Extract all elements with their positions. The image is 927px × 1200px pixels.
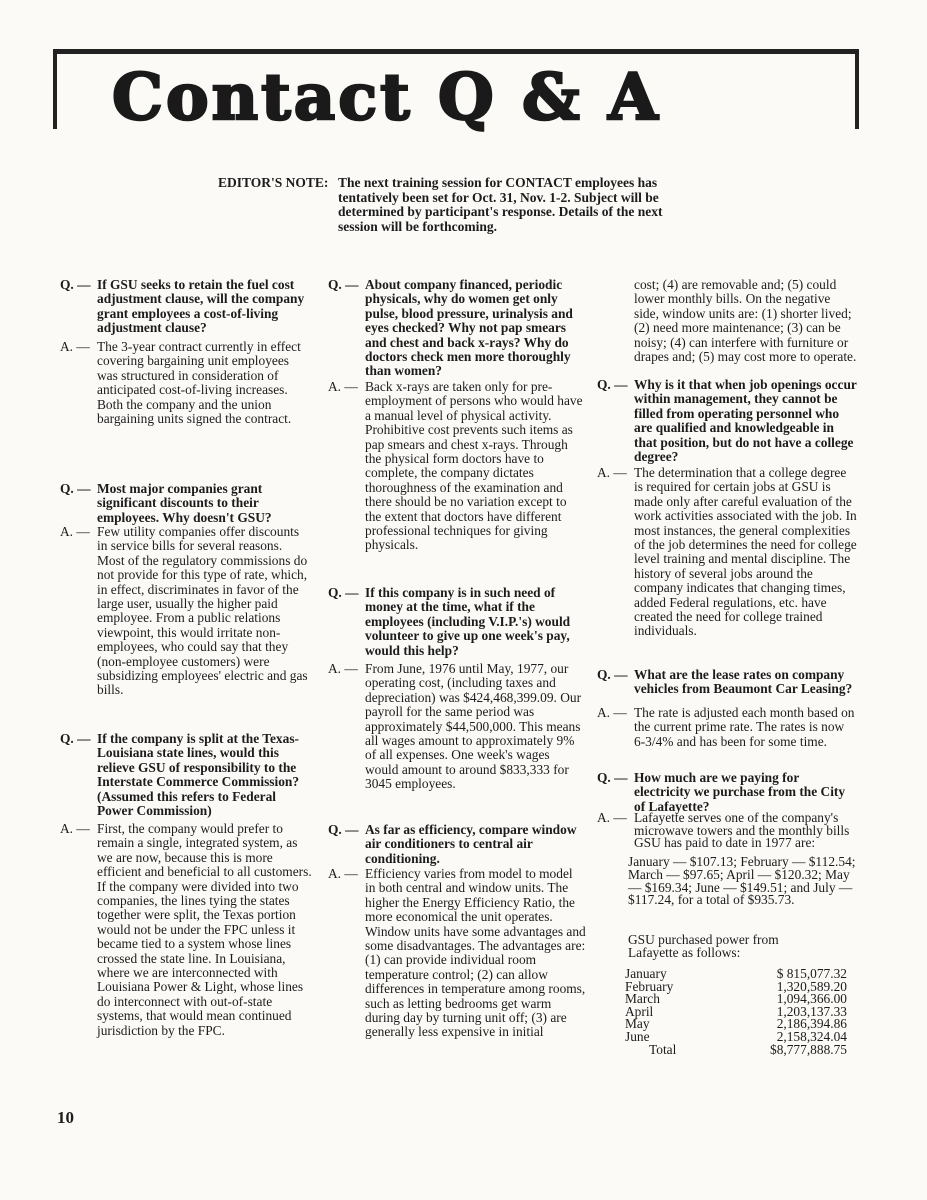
lafayette-monthly-bills: January — $107.13; February — $112.54; March — $97.65; April — $120.32; May — $169.34; June — $149.51; and July — $117.24, for a total of $935.73. — [628, 854, 856, 908]
answer-8: A. — The rate is adjusted each month based on the current prime rate. The rates is now 6-3/4% and has been for some time. — [597, 705, 855, 749]
editors-note-label: EDITOR'S NOTE: — [218, 175, 329, 190]
question-4: Q. — About company financed, periodic physicals, why do women get only pulse, blood pressure, urinalysis and eyes checked? Why not pap smears and chest and back x-rays? Why do doctors check men more thoroughly than women? — [328, 277, 573, 379]
lafayette-power-table — [625, 968, 847, 1056]
question-9: Q. — How much are we paying for electricity we purchase from the City of Lafayette? — [597, 770, 846, 814]
question-1: Q. — If GSU seeks to retain the fuel cost adjustment clause, will the company grant employees a cost-of-living adjustment clause? — [60, 277, 305, 336]
table-total-row: Total $8,777,888.75 — [649, 1041, 847, 1057]
question-2: Q. — Most major companies grant significant discounts to their employees. Why doesn't GSU? — [60, 481, 272, 525]
answer-3: A. — First, the company would prefer to remain a single, integrated system, as we are now, because this is more efficient and beneficial to all customers. If the company were divided into two companies, the lines tying the states together were split, the Texas portion would not be under the FPC unless it became tied to a system whose lines crossed the state line. In Louisiana, where we are interconnected with Louisiana Power & Light, whose lines do interconnect with out-of-state systems, that would mean continued jurisdiction by the FPC. — [60, 821, 312, 1038]
table-row: June 2,158,324.04 — [625, 1028, 847, 1044]
title-frame-left — [53, 49, 57, 129]
answer-4: A. — Back x-rays are taken only for pre-employment of persons who would have a manual level of physical activity. Prohibitive cost prevents such items as pap smears and chest x-rays. Through the physical form doctors have to complete, the company dictates thoroughness of the examination and there should be no variation except to the extent that doctors have different professional techniques for giving physicals. — [328, 379, 583, 553]
question-7: Q. — Why is it that when job openings occur within management, they cannot be filled from operating personnel who are qualified and knowledgeable in that position, but do not have a college degree? — [597, 377, 857, 465]
question-3: Q. — If the company is split at the Texas-Louisiana state lines, would this relieve GSU of responsibility to the Interstate Commerce Commission? (Assumed this refers to Federal Power Commission) — [60, 731, 300, 819]
answer-1: A. — The 3-year contract currently in effect covering bargaining unit employees was structured in consideration of anticipated cost-of-living increases. Both the company and the union bargaining units signed the contract. — [60, 339, 301, 427]
question-6: Q. — As far as efficiency, compare window air conditioners to central air conditioning. — [328, 822, 577, 866]
answer-2: A. — Few utility companies offer discounts in service bills for several reasons. Most of the regulatory commissions do not provide for this type of rate, which, in effect, discriminates in favor of the large user, usually the higher paid employee. From a public relations viewpoint, this would irritate non-employees, who could say that they (non-employee customers) were subsidizing employees' electric and gas bills. — [60, 524, 308, 698]
table-row: March 1,094,366.00 — [625, 991, 847, 1007]
table-row: April 1,203,137.33 — [625, 1003, 847, 1019]
answer-5: A. — From June, 1976 until May, 1977, our operating cost, (including taxes and depreciation) was $424,468,399.09. Our payroll for the same period was approximately $44,500,000. This means all wages amount to approximately 9% of all expenses. One week's wages would amount to around $833,333 for 3045 employees. — [328, 661, 582, 792]
lafayette-power-intro: GSU purchased power from Lafayette as follows: — [628, 932, 779, 960]
page-title: Contact Q & A — [112, 60, 661, 135]
question-8: Q. — What are the lease rates on company vehicles from Beaumont Car Leasing? — [597, 667, 853, 697]
answer-6-continued: cost; (4) are removable and; (5) could lower monthly bills. On the negative side, window units are: (1) shorter lived; (2) need more maintenance; (3) can be noisy; (4) can interfere with furniture or drapes and; (5) may cost more to operate. — [634, 277, 857, 365]
editors-note — [218, 176, 698, 236]
answer-9: A. — Lafayette serves one of the company's microwave towers and the monthly bills GSU has paid to date in 1977 are: — [597, 810, 850, 851]
table-row: May 2,186,394.86 — [625, 1016, 847, 1032]
question-5: Q. — If this company is in such need of money at the time, what if the employees (including V.I.P.'s) would volunteer to give up one week's pay, would this help? — [328, 585, 571, 658]
answer-7: A. — The determination that a college degree is required for certain jobs at GSU is made only after careful evaluation of the work activities associated with the job. In most instances, the general complexities of the job determines the need for college level training and mental discipline. The history of several jobs around the company indicates that changing times, added Federal regulations, etc. have created the need for college trained individuals. — [597, 465, 857, 639]
answer-6: A. — Efficiency varies from model to model in both central and window units. The higher the Energy Efficiency Ratio, the more economical the unit operates. Window units have some advantages and some disadvantages. The advantages are: (1) can provide individual room temperature control; (2) can allow differences in temperature among rooms, such as letting bedrooms get warm during day by turning unit off; (3) are generally less expensive in initial — [328, 866, 586, 1040]
editors-note-text: The next training session for CONTACT employees has tentatively been set for Oct. 31, Nov. 1-2. Subject will be determined by participant's response. Details of the next session will be forthcoming. — [338, 175, 663, 234]
title-frame-right — [855, 49, 859, 129]
table-row: February 1,320,589.20 — [625, 978, 847, 994]
page-number: 10 — [57, 1108, 74, 1127]
title-frame-top — [53, 49, 859, 54]
table-row: January $ 815,077.32 — [625, 966, 847, 981]
